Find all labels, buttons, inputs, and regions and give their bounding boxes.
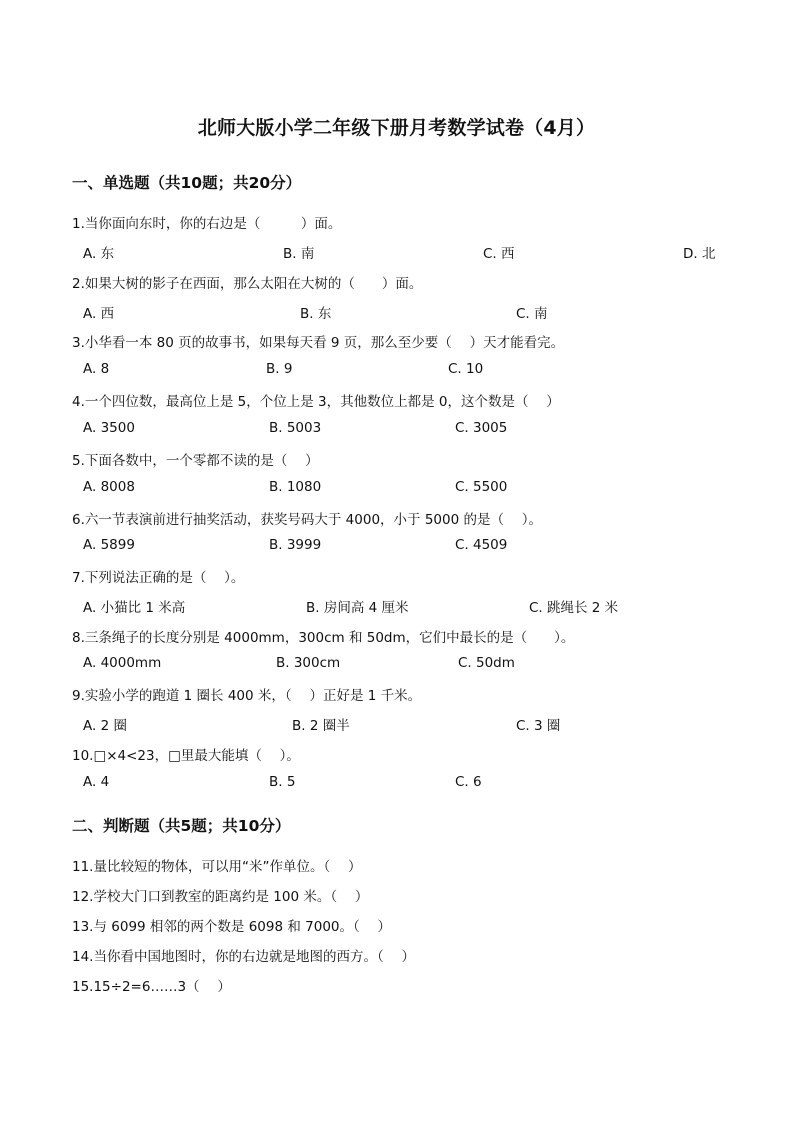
option-5c: C. 5500 — [455, 479, 508, 495]
option-7b: B. 房间高 4 厘米 — [306, 600, 409, 616]
option-6c: C. 4509 — [455, 537, 508, 553]
question-5: 5.下面各数中，一个零都不读的是（ ） — [72, 453, 319, 469]
option-2a: A. 西 — [83, 306, 115, 322]
option-10a: A. 4 — [83, 774, 110, 790]
question-13: 13.与 6099 相邻的两个数是 6098 和 7000。（ ） — [72, 919, 392, 935]
question-1: 1.当你面向东时，你的右边是（ ）面。 — [72, 216, 342, 232]
option-1b: B. 南 — [283, 246, 315, 262]
option-1c: C. 西 — [483, 246, 515, 262]
option-7c: C. 跳绳长 2 米 — [529, 600, 619, 616]
question-9: 9.实验小学的跑道 1 圈长 400 米，（ ）正好是 1 千米。 — [72, 688, 422, 704]
section-heading-single-choice: 一、单选题（共10题；共20分） — [72, 174, 302, 192]
option-4b: B. 5003 — [269, 420, 322, 436]
option-3c: C. 10 — [448, 361, 484, 377]
option-8a: A. 4000mm — [83, 655, 162, 671]
option-4c: C. 3005 — [455, 420, 508, 436]
option-2c: C. 南 — [516, 306, 548, 322]
question-4: 4.一个四位数，最高位上是 5，个位上是 3，其他数位上都是 0，这个数是（ ） — [72, 394, 560, 410]
question-3: 3.小华看一本 80 页的故事书，如果每天看 9 页，那么至少要（ ）天才能看完。 — [72, 335, 565, 351]
question-7: 7.下列说法正确的是（ ）。 — [72, 570, 245, 586]
option-7a: A. 小猫比 1 米高 — [83, 600, 186, 616]
option-9a: A. 2 圈 — [83, 718, 127, 734]
option-3b: B. 9 — [266, 361, 293, 377]
option-5a: A. 8008 — [83, 479, 135, 495]
option-9b: B. 2 圈半 — [292, 718, 350, 734]
option-2b: B. 东 — [300, 306, 332, 322]
option-5b: B. 1080 — [269, 479, 322, 495]
option-10c: C. 6 — [455, 774, 482, 790]
option-4a: A. 3500 — [83, 420, 135, 436]
question-11: 11.量比较短的物体，可以用“米”作单位。（ ） — [72, 859, 362, 875]
question-14: 14.当你看中国地图时，你的右边就是地图的西方。（ ） — [72, 949, 416, 965]
question-12: 12.学校大门口到教室的距离约是 100 米。（ ） — [72, 889, 369, 905]
option-1d: D. 北 — [683, 246, 716, 262]
question-2: 2.如果大树的影子在西面，那么太阳在大树的（ ）面。 — [72, 276, 423, 292]
option-1a: A. 东 — [83, 246, 115, 262]
option-8c: C. 50dm — [458, 655, 515, 671]
option-6b: B. 3999 — [269, 537, 322, 553]
page-title: 北师大版小学二年级下册月考数学试卷（4月） — [197, 117, 596, 139]
option-10b: B. 5 — [269, 774, 296, 790]
option-8b: B. 300cm — [276, 655, 341, 671]
question-10: 10.□×4<23，□里最大能填（ ）。 — [72, 748, 300, 764]
question-8: 8.三条绳子的长度分别是 4000mm，300cm 和 50dm，它们中最长的是（ ）。 — [72, 630, 575, 646]
question-6: 6.六一节表演前进行抽奖活动，获奖号码大于 4000，小于 5000 的是（ ）。 — [72, 512, 543, 528]
section-heading-true-false: 二、判断题（共5题；共10分） — [72, 817, 291, 835]
question-15: 15.15÷2=6……3（ ） — [72, 979, 231, 995]
option-3a: A. 8 — [83, 361, 110, 377]
option-6a: A. 5899 — [83, 537, 135, 553]
option-9c: C. 3 圈 — [516, 718, 561, 734]
